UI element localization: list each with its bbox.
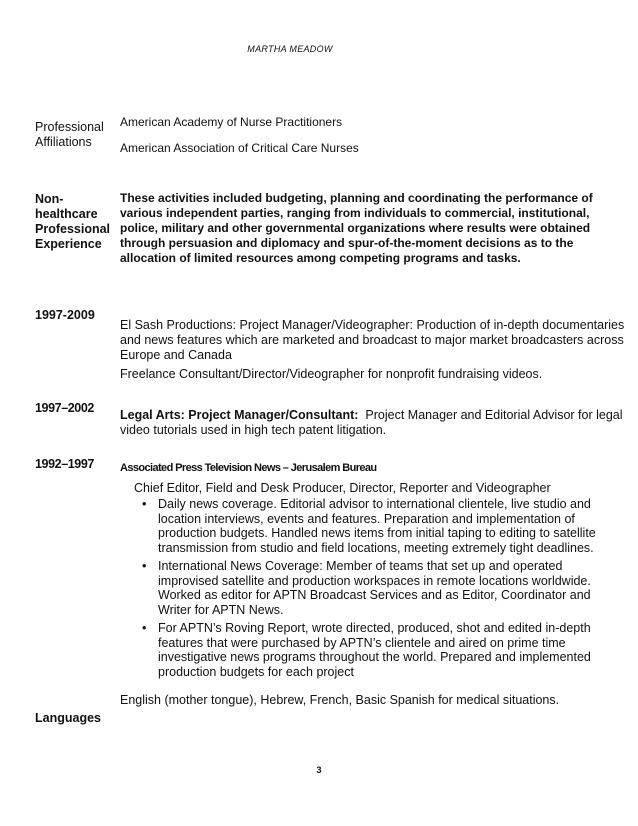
job2-description <box>120 408 628 438</box>
job2-years: 1997–2002 <box>35 401 94 415</box>
page-number: 3 <box>316 765 322 775</box>
job2-text: Project Manager and Editorial Advisor for legal video tutorials used in high tech patent litigation. <box>120 408 623 437</box>
list-item <box>120 559 625 617</box>
job2-title: Legal Arts: Project Manager/Consultant: <box>120 408 359 422</box>
nonhealthcare-label-line: Non- <box>35 192 64 206</box>
list-item-text: International News Coverage: Member of teams that set up and operated improvised satellite and production workspaces in remote locations worldwide. Worked as editor for APTN Broadcast Services and as Editor, Coordinator and Writer for APTN News. <box>158 559 591 617</box>
resume-header-name: MARTHA MEADOW <box>247 44 333 54</box>
affiliations-label-line1: Professional <box>35 120 104 134</box>
list-item <box>120 621 625 679</box>
nonhealthcare-description: These activities included budgeting, planning and coordinating the performance of various independent parties, ranging from individuals to commercial, institutional, police, military and other governmental organizations where results were obtained through persuasion and diplomacy and spur-of-the-moment decisions as to the allocation of limited resources among competing programs and tasks. <box>120 191 593 265</box>
nonhealthcare-label-line: healthcare <box>35 207 98 221</box>
job1-freelance: Freelance Consultant/Director/Videographer for nonprofit fundraising videos. <box>120 367 543 381</box>
job3-organization: Associated Press Television News – Jerusalem Bureau <box>120 462 377 474</box>
affiliations-label <box>35 120 117 150</box>
languages-text: English (mother tongue), Hebrew, French, Basic Spanish for medical situations. <box>120 693 560 707</box>
list-item-text: For APTN’s Roving Report, wrote directed, produced, shot and edited in-depth features that were purchased by APTN’s clientele and aired on prime time investigative news programs throughout the world. Prepared and implemented production budgets for each project <box>158 621 591 679</box>
bullet-icon: • <box>142 559 147 573</box>
nonhealthcare-label <box>35 192 117 252</box>
languages-label: Languages <box>35 711 101 725</box>
affiliations-label-line2: Affiliations <box>35 135 92 149</box>
affiliation-item: American Association of Critical Care Nurses <box>120 141 359 155</box>
job1-years: 1997-2009 <box>35 308 95 322</box>
job3-bullet-list <box>120 497 625 683</box>
job3-role: Chief Editor, Field and Desk Producer, Director, Reporter and Videographer <box>134 481 551 495</box>
bullet-icon: • <box>142 621 147 635</box>
job3-years: 1992–1997 <box>35 457 94 471</box>
list-item-text: Daily news coverage. Editorial advisor to international clientele, live studio and location interviews, events and features. Preparation and implementation of production budgets. Handled news items from initial taping to editing to satellite transmission from studio and field locations, meeting extremely tight deadlines. <box>158 497 596 555</box>
list-item <box>120 497 625 555</box>
affiliation-item: American Academy of Nurse Practitioners <box>120 115 343 129</box>
bullet-icon: • <box>142 497 147 511</box>
nonhealthcare-label-line: Experience <box>35 237 102 251</box>
job1-description: El Sash Productions: Project Manager/Videographer: Production of in-depth documentaries and news features which are marketed and broadcast to major market broadcasters across Europe and Canada <box>120 318 625 362</box>
nonhealthcare-label-line: Professional <box>35 222 111 236</box>
